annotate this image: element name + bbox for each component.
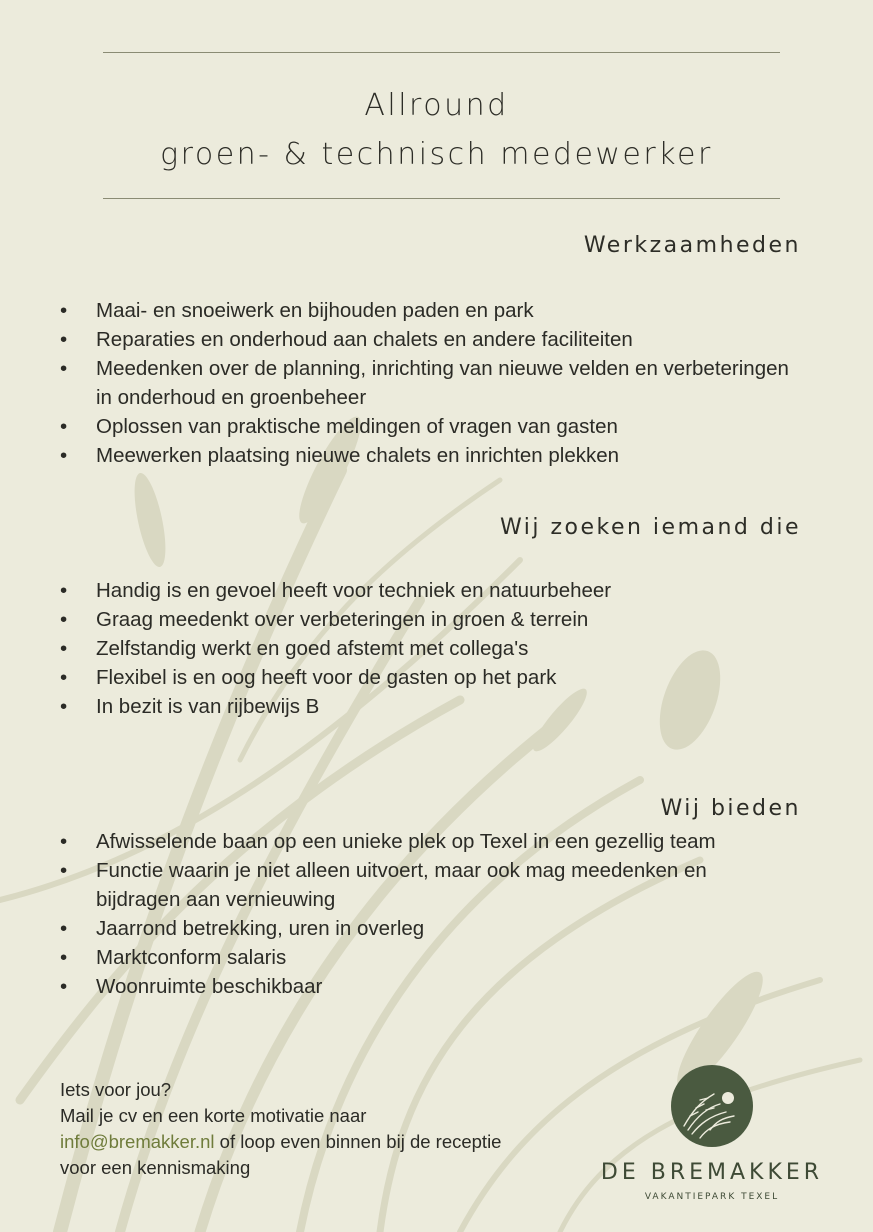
list-item: • Graag meedenkt over verbeteringen in groen & terrein	[60, 605, 790, 634]
contact-line: Iets voor jou?	[60, 1079, 172, 1100]
page-title-line-2: groen- & technisch medewerker	[160, 137, 713, 172]
bullet-icon: •	[60, 917, 68, 940]
list-item: • Functie waarin je niet alleen uitvoert, maar ook mag meedenken en bijdragen aan vernieuwing	[60, 856, 780, 914]
logo-name: DE BREMAKKER	[600, 1160, 824, 1185]
bullet-icon: •	[60, 975, 68, 998]
bullet-icon: •	[60, 608, 68, 631]
bullet-icon: •	[60, 695, 68, 718]
logo-subtitle: VAKANTIEPARK TEXEL	[644, 1192, 780, 1202]
list-item: • Marktconform salaris	[60, 943, 780, 972]
list-item: • Zelfstandig werkt en goed afstemt met collega's	[60, 634, 790, 663]
page-title-line-1: Allround	[364, 88, 509, 123]
list-item: • Jaarrond betrekking, uren in overleg	[60, 914, 780, 943]
bullet-icon: •	[60, 946, 68, 969]
bullet-icon: •	[60, 328, 68, 351]
title-divider	[103, 198, 780, 199]
email-link[interactable]: info@bremakker.nl	[60, 1131, 215, 1152]
list-item: • Handig is en gevoel heeft voor techniek en natuurbeheer	[60, 576, 790, 605]
wij-zoeken-list	[60, 576, 790, 721]
werkzaamheden-list	[60, 296, 790, 470]
bullet-icon: •	[60, 579, 68, 602]
top-divider	[103, 52, 780, 53]
bullet-icon: •	[60, 415, 68, 438]
bullet-icon: •	[60, 357, 68, 380]
bullet-icon: •	[60, 299, 68, 322]
bullet-icon: •	[60, 637, 68, 660]
logo-emblem-icon	[670, 1064, 754, 1148]
list-item: • In bezit is van rijbewijs B	[60, 692, 790, 721]
list-item: • Maai- en snoeiwerk en bijhouden paden en park	[60, 296, 790, 325]
contact-line: voor een kennismaking	[60, 1157, 251, 1178]
list-item: • Oplossen van praktische meldingen of vragen van gasten	[60, 412, 790, 441]
bullet-icon: •	[60, 830, 68, 853]
section-heading-wij-zoeken: Wij zoeken iemand die	[499, 515, 801, 540]
contact-block	[60, 1077, 501, 1181]
list-item: • Flexibel is en oog heeft voor de gasten op het park	[60, 663, 790, 692]
bullet-icon: •	[60, 444, 68, 467]
section-heading-wij-bieden: Wij bieden	[660, 796, 801, 821]
bullet-icon: •	[60, 666, 68, 689]
bullet-icon: •	[60, 859, 68, 882]
contact-line: info@bremakker.nl of loop even binnen bij de receptie	[60, 1131, 502, 1152]
list-item: • Meedenken over de planning, inrichting van nieuwe velden en verbeteringen in onderhoud en groenbeheer	[60, 354, 790, 412]
list-item: • Afwisselende baan op een unieke plek op Texel in een gezellig team	[60, 827, 780, 856]
section-heading-werkzaamheden: Werkzaamheden	[583, 233, 801, 258]
wij-bieden-list	[60, 827, 780, 1001]
list-item: • Meewerken plaatsing nieuwe chalets en inrichten plekken	[60, 441, 790, 470]
contact-line: Mail je cv en een korte motivatie naar	[60, 1105, 367, 1126]
list-item: • Reparaties en onderhoud aan chalets en andere faciliteiten	[60, 325, 790, 354]
list-item: • Woonruimte beschikbaar	[60, 972, 780, 1001]
